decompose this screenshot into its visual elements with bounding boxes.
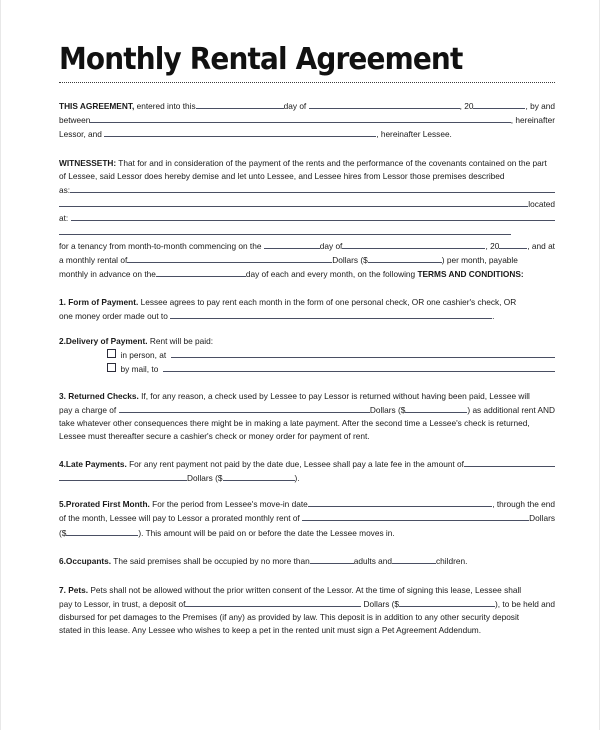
clause-4-number: 4. [59, 459, 66, 470]
clause-4-fee-words-blank-2[interactable] [59, 471, 187, 481]
clause-1-line-2 [59, 309, 555, 323]
tenancy-text-7: ) per month, payable [441, 255, 518, 266]
clause-4-line-1 [59, 457, 555, 471]
tenancy-text-2: day of [319, 241, 343, 252]
tenancy-text-4: , and at [527, 241, 555, 252]
premises-address-blank-2[interactable] [59, 225, 511, 235]
clause-5-dollars-label: Dollars [529, 513, 555, 524]
clause-5-heading: Prorated First Month. [65, 499, 150, 510]
clause-2-heading: Delivery of Payment. [65, 335, 148, 346]
clause-1-number: 1. [59, 296, 66, 307]
clause-3-heading: Returned Checks. [68, 390, 139, 401]
tenancy-due-day-blank[interactable] [156, 267, 246, 277]
delivery-options [59, 348, 555, 376]
clause-2-number: 2. [59, 335, 66, 346]
intro-month-blank[interactable] [309, 99, 460, 109]
clause-5-text-4: ). This amount will be paid on or before the date the Lessee moves in. [138, 527, 395, 538]
at-label: at: [59, 213, 71, 224]
clause-1-line-1 [59, 296, 555, 309]
clause-5-number: 5. [59, 499, 66, 510]
delivery-by-mail-blank[interactable] [163, 362, 555, 372]
clause-5-line-3 [59, 526, 555, 540]
clause-6-line-1 [59, 554, 555, 568]
clause-7-heading: Pets. [68, 584, 89, 595]
clause-1-payee-label: one money order made out to [59, 310, 171, 321]
clause-1-period: . [492, 310, 495, 321]
clause-4-text-1: For any rent payment not paid by the date due, Lessee shall pay a late fee in the amount of [126, 459, 464, 470]
clause-6-text-1: The said premises shall be occupied by no more than [111, 555, 310, 566]
clause-5-text-2: , through the end [492, 499, 555, 510]
clause-7-line-3: disbursed for pet damages to the Premises (if any) as provided by law. This deposit is in addition to any other security deposit [59, 611, 520, 622]
clause-4-fee-words-blank-1[interactable] [464, 457, 555, 467]
clause-late-payments [59, 457, 555, 485]
delivery-option-in-person-label: in person, at [120, 349, 167, 360]
witnesseth-as-line [59, 183, 555, 197]
premises-desc-blank-1[interactable] [70, 183, 555, 193]
intro-lessor-blank[interactable] [90, 113, 510, 123]
clause-5-prorated-amount-blank[interactable] [66, 526, 138, 536]
page-title: Monthly Rental Agreement [59, 42, 463, 77]
tenancy-text-6: Dollars ($ [332, 255, 368, 266]
clause-4-fee-amount-blank[interactable] [223, 471, 295, 481]
tenancy-paragraph [59, 239, 555, 281]
tenancy-month-blank[interactable] [342, 239, 485, 249]
clause-4-heading: Late Payments. [65, 459, 127, 470]
tenancy-year-blank[interactable] [499, 239, 527, 249]
tenancy-text-3: , 20 [485, 241, 500, 252]
tenancy-line-3 [59, 267, 555, 281]
intro-text-3: , 20 [459, 100, 474, 111]
delivery-option-by-mail[interactable] [107, 362, 555, 376]
clause-3-text-1: If, for any reason, a check used by Lessee to pay Lessor is returned without having been paid, Lessee will [138, 390, 530, 401]
clause-5-text-1: For the period from Lessee's move-in date [149, 499, 308, 510]
clause-4-text-2: ). [294, 473, 300, 484]
premises-desc-blank-2[interactable] [59, 197, 528, 207]
clause-1-payee-blank[interactable] [170, 309, 492, 319]
clause-7-deposit-amount-blank[interactable] [399, 597, 495, 607]
intro-text-1: entered into this [134, 100, 196, 111]
clause-delivery-of-payment [59, 335, 555, 376]
clause-7-number: 7. [59, 584, 66, 595]
clause-7-dollars-label: Dollars ($ [361, 598, 400, 609]
intro-paragraph [59, 99, 555, 141]
clause-5-line-2 [59, 511, 555, 525]
clause-pets [59, 584, 555, 637]
clause-7-line-2 [59, 597, 555, 611]
tenancy-line-1 [59, 239, 555, 253]
terms-and-conditions-label: TERMS AND CONDITIONS: [417, 269, 524, 280]
clause-occupants [59, 554, 555, 568]
intro-text-8: , hereinafter Lessee. [376, 128, 452, 139]
clause-7-line-4: stated in this lease. Any Lessee who wishes to keep a pet in the rented unit must sign a Pet Agreement Addendum. [59, 625, 482, 636]
clause-6-number: 6. [59, 555, 66, 566]
clause-5-dollar-sign: ($ [59, 527, 67, 538]
clause-3-line-2 [59, 403, 555, 417]
clause-form-of-payment [59, 296, 555, 323]
clause-3-number: 3. [59, 390, 66, 401]
clause-3-line-3: take whatever other consequences there might be in making a late payment. After the second time a Lessee's check is returned, [59, 418, 530, 428]
tenancy-text-1: for a tenancy from month-to-month commencing on the [59, 241, 264, 252]
clause-5-line-1 [59, 497, 555, 511]
clause-5-text-3: of the month, Lessee will pay to Lessor a prorated monthly rent of [59, 513, 303, 524]
clause-3-charge-words-blank[interactable] [119, 403, 370, 413]
clause-7-text-2: ), to be held and [495, 598, 555, 609]
tenancy-line-2 [59, 253, 555, 267]
this-agreement-label: THIS AGREEMENT, [59, 100, 135, 111]
clause-3-line-4: Lessee must thereafter secure a cashier's check or money order for payment of rent. [59, 431, 370, 442]
clause-3-line-1 [59, 390, 555, 403]
tenancy-rent-amount-blank[interactable] [368, 253, 442, 263]
clause-5-movein-date-blank[interactable] [308, 497, 493, 507]
witnesseth-at-line-2 [59, 225, 555, 235]
intro-year-blank[interactable] [473, 99, 525, 109]
intro-line-3 [59, 127, 555, 141]
witnesseth-label: WITNESSETH: [59, 157, 117, 168]
clause-3-text-2: ) as additional rent AND [467, 404, 555, 415]
clause-6-heading: Occupants. [65, 555, 112, 566]
checkbox-icon-by-mail[interactable] [107, 363, 116, 372]
intro-day-blank[interactable] [196, 99, 284, 109]
clause-6-text-3: children. [436, 555, 468, 566]
intro-lessee-blank[interactable] [104, 127, 376, 137]
witnesseth-body-wrap [59, 157, 555, 183]
clause-1-heading: Form of Payment. [68, 296, 139, 307]
clause-5-prorated-words-blank[interactable] [302, 511, 529, 521]
witnesseth-located-line [59, 197, 555, 211]
tenancy-text-5: a monthly rental of [59, 255, 128, 266]
clause-3-charge-amount-blank[interactable] [405, 403, 467, 413]
document-content [59, 44, 555, 637]
clause-7-deposit-label: pay to Lessor, in trust, a deposit of [59, 598, 186, 609]
located-label: located [528, 199, 555, 210]
clause-7-line-1 [59, 584, 555, 597]
witnesseth-paragraph [59, 157, 555, 235]
clause-6-text-2: adults and [353, 555, 393, 566]
clause-returned-checks [59, 390, 555, 443]
clause-3-charge-label: pay a charge of [59, 404, 119, 415]
delivery-option-by-mail-label: by mail, to [120, 363, 159, 374]
clause-6-adults-blank[interactable] [310, 554, 354, 564]
delivery-in-person-blank[interactable] [171, 348, 555, 358]
clause-2-text: Rent will be paid: [147, 335, 214, 346]
intro-lessor-label: Lessor, and [59, 128, 105, 139]
clause-4-line-2 [59, 471, 555, 485]
witnesseth-as-label: as: [59, 184, 71, 195]
clause-1-text: Lessee agrees to pay rent each month in the form of one personal check, OR one cashier's check, OR [138, 296, 517, 307]
premises-address-blank-1[interactable] [71, 211, 555, 221]
delivery-option-in-person[interactable] [107, 348, 555, 362]
tenancy-rent-words-blank[interactable] [127, 253, 332, 263]
checkbox-icon-in-person[interactable] [107, 349, 116, 358]
clause-7-text-1: Pets shall not be allowed without the prior written consent of the Lessor. At the time of signing this lease, Lessee shall [88, 584, 522, 595]
intro-line-1 [59, 99, 555, 113]
intro-text-6: , hereinafter [510, 114, 555, 125]
clause-3-dollars-label: Dollars ($ [369, 404, 406, 415]
clause-7-deposit-words-blank[interactable] [185, 597, 361, 607]
tenancy-text-9: day of each and every month, on the following [245, 269, 418, 280]
witnesseth-body: That for and in consideration of the payment of the rents and the performance of the covenants contained on the part of Lessee, said Lessor does hereby demise and let unto Lessee, and Lessee hires from Lessor those premises described [59, 157, 547, 181]
clause-prorated-first-month [59, 497, 555, 539]
intro-between-label: between [59, 114, 91, 125]
clause-6-children-blank[interactable] [392, 554, 436, 564]
intro-line-2 [59, 113, 555, 127]
tenancy-text-8: monthly in advance on the [59, 269, 156, 280]
intro-text-4: , by and [525, 100, 555, 111]
clause-2-line-1 [59, 335, 555, 348]
intro-text-2: day of [283, 100, 309, 111]
clause-4-dollars-label: Dollars ($ [187, 473, 223, 484]
tenancy-day-blank[interactable] [264, 239, 320, 249]
witnesseth-at-line [59, 211, 555, 225]
